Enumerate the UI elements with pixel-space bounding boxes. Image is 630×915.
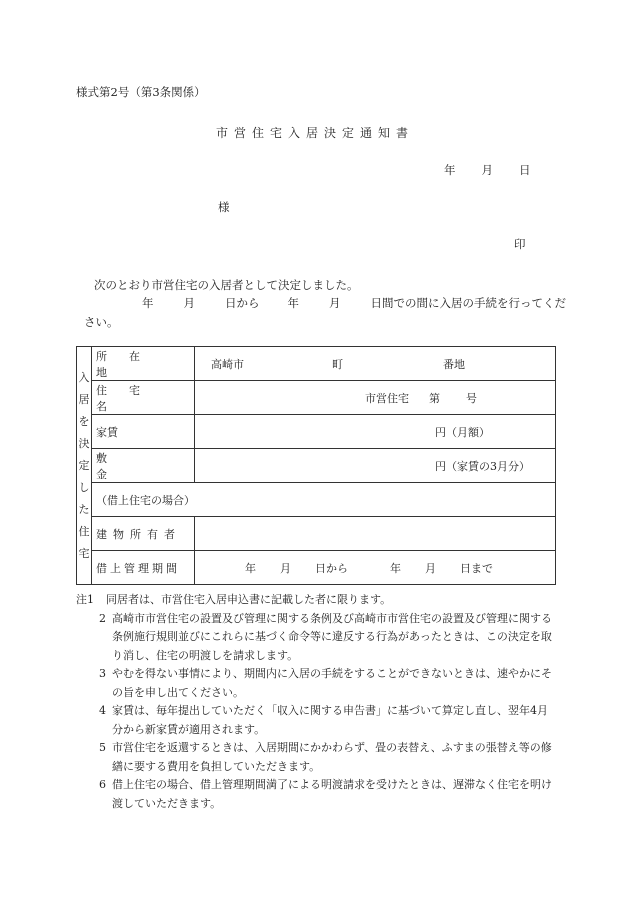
date-year: 年 bbox=[444, 163, 456, 177]
date-line bbox=[444, 162, 531, 178]
location-value: 高崎市 町 番地 bbox=[195, 347, 556, 381]
lease-period-value: 年 月 日から 年 月 日まで bbox=[195, 551, 556, 585]
note-item: 5 市営住宅を返還するときは、入居期間にかかわらず、畳の表替え、ふすまの張替え等の修繕に要する費用を負担していただきます。 bbox=[99, 741, 552, 773]
seal-mark: 印 bbox=[514, 237, 526, 251]
intro-line-1: 次のとおり市営住宅の入居者として決定しました。 bbox=[94, 278, 359, 292]
housing-name-label: 住宅名 bbox=[92, 381, 195, 415]
date-day: 日 bbox=[519, 163, 531, 177]
addressee-suffix: 様 bbox=[218, 200, 230, 214]
intro-year-1: 年 bbox=[142, 296, 154, 310]
intro-month-1: 月 bbox=[183, 296, 195, 310]
note-item: 3 やむを得ない事情により、期間内に入居の手続をすることができないときは、速やかにその旨を申し出てください。 bbox=[99, 667, 552, 699]
intro-line-2 bbox=[142, 295, 566, 311]
deposit-value: 円（家賃の3月分） bbox=[195, 449, 556, 483]
owner-label: 建物所有者 bbox=[92, 517, 195, 551]
housing-table bbox=[76, 346, 556, 585]
intro-day-from: 日から bbox=[225, 296, 260, 310]
deposit-label: 敷金 bbox=[92, 449, 195, 483]
notes-section bbox=[76, 591, 556, 813]
owner-value bbox=[195, 517, 556, 551]
housing-name-value: 市営住宅 第 号 bbox=[195, 381, 556, 415]
rent-value: 円（月額） bbox=[195, 415, 556, 449]
rent-label: 家賃 bbox=[92, 415, 195, 449]
note-item: 注1 同居者は、市営住宅入居申込書に記載した者に限ります。 bbox=[76, 593, 392, 606]
note-item: 6 借上住宅の場合、借上管理期間満了による明渡請求を受けたときは、遅滞なく住宅を明け渡していただきます。 bbox=[99, 778, 552, 810]
intro-year-2: 年 bbox=[287, 296, 299, 310]
page-title: 市営住宅入居決定通知書 bbox=[215, 126, 414, 140]
location-label: 所在地 bbox=[92, 347, 195, 381]
leased-housing-note: （借上住宅の場合） bbox=[92, 483, 556, 517]
note-item: 2 高崎市市営住宅の設置及び管理に関する条例及び高崎市市営住宅の設置及び管理に関する条例施行規則並びにこれらに基づく命令等に違反する行為があったときは、この決定を取り消し、住宅の明渡しを請求します。 bbox=[99, 611, 552, 662]
intro-day-until: 日間での間に入居の手続を行ってくだ bbox=[370, 296, 566, 310]
form-number: 様式第2号（第3条関係） bbox=[76, 85, 206, 99]
intro-month-2: 月 bbox=[329, 296, 341, 310]
side-label: 入 居 を 決 定 し た 住 宅 bbox=[77, 347, 92, 585]
date-month: 月 bbox=[481, 163, 493, 177]
lease-period-label: 借上管理期間 bbox=[92, 551, 195, 585]
intro-line-3: さい。 bbox=[84, 315, 119, 329]
note-item: 4 家賃は、毎年提出していただく「収入に関する申告書」に基づいて算定し直し、翌年4月分から新家賃が適用されます。 bbox=[99, 704, 548, 736]
